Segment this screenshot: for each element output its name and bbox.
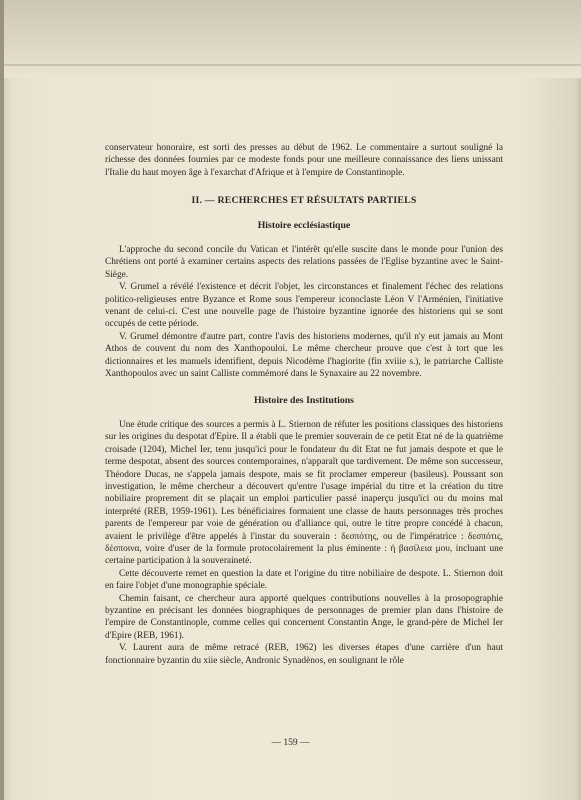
inst-paragraph-1: Une étude critique des sources a permis à L. Stiernon de réfuter les positions classiques des historiens sur les origines du despotat d'Epire. Il a établi que le premier souverain de ce petit Etat né de la quatrième croisade (1204), Michel Ier, tenu jusqu'ici pour le fondateur du dit Etat ne fut jamais despote et que le terme despotat, absent des sources contemporaines, n'apparaît que tardivement. De même son successeur, Théodore Ducas, ne s'appela jamais despote, mais se fit proclamer empereur (basileus). Poussant son investigation, le même chercheur a découvert qu'entre l'usage impérial du titre et la création du titre nobiliaire proprement dit se plaçait un emploi particulier passé inaperçu jusqu'ici ou du moins mal interprété (REB, 1959-1961). Les bénéficiaires formaient une classe de hauts personnages très proches parents de l'empereur par voie de génération ou d'alliance qui, outre le titre propre concédé à chacun, avaient le privilège d'être appelés à l'instar du souverain : δεσπότης, ou de l'impératrice : δεσπότις, δέσποινα, voire d'user de la formule protocolairement la plus éminente : ἡ βασίλεια μου, incluant une certaine participation à la souveraineté.: [105, 419, 503, 567]
eccl-heading: Histoire ecclésiastique: [257, 219, 351, 231]
inst-paragraph-3: Chemin faisant, ce chercheur aura apporté quelques contributions nouvelles à la prosopographie byzantine en précisant les données biographiques de personnages de premier plan dans l'histoire de l'empire de Constantinople, comme celles qui concernent Constantin Ange, le grand-père de Michel Ier d'Epire (REB, 1961).: [105, 593, 503, 641]
page-body: [105, 142, 503, 667]
eccl-paragraph-1: L'approche du second concile du Vatican et l'intérêt qu'elle suscite dans le monde pour l'union des Chrétiens ont porté à examiner certains aspects des relations passées de l'Eglise byzantine avec le Saint-Siège.: [105, 245, 503, 280]
section-title: II. — RECHERCHES ET RÉSULTATS PARTIELS: [191, 195, 417, 207]
inst-paragraph-4: V. Laurent aura de même retracé (REB, 1962) les diverses étapes d'une carrière d'un haut fonctionnaire byzantin du xiie siècle, Andronic Synadènos, en soulignant le rôle: [105, 643, 503, 666]
page-fold: [0, 64, 581, 66]
page-top-shadow: [0, 0, 581, 78]
inst-heading: Histoire des Institutions: [254, 394, 354, 406]
page-left-edge: [0, 0, 4, 800]
page-number: — 159 —: [271, 738, 310, 748]
eccl-paragraph-3: V. Grumel démontre d'autre part, contre l'avis des historiens modernes, qu'il n'y eut jamais au Mont Athos de couvent du nom des Xanthopouloi. Le même chercheur prouve que c'est à tort que les dictionnaires et les manuels identifient, depuis Nicodème l'hagiorite (fin xviiie s.), le patriarche Calliste Xanthopoulos avec un saint Calliste commémoré dans le Synaxaire au 22 novembre.: [105, 331, 503, 380]
eccl-paragraph-2: V. Grumel a révélé l'existence et décrit l'objet, les circonstances et finalement l'échec des relations politico-religieuses entre Byzance et Rome sous l'empereur iconoclaste Léon V l'Arménien, l'initiative venant de celui-ci. C'est une nouvelle page de l'histoire byzantine ignorée des historiens qui se sont occupés de cette période.: [105, 282, 503, 330]
inst-paragraph-2: Cette découverte remet en question la date et l'origine du titre nobiliaire de despote. L. Stiernon doit en faire l'objet d'une monographie spéciale.: [105, 568, 503, 592]
intro-paragraph: conservateur honoraire, est sorti des presses au début de 1962. Le commentaire a surtout souligné la richesse des données fournies par ce modeste fonds pour une meilleure connaissance des liens unissant l'Italie du haut moyen âge à l'exarchat d'Afrique et à l'empire de Constantinople.: [105, 143, 503, 178]
